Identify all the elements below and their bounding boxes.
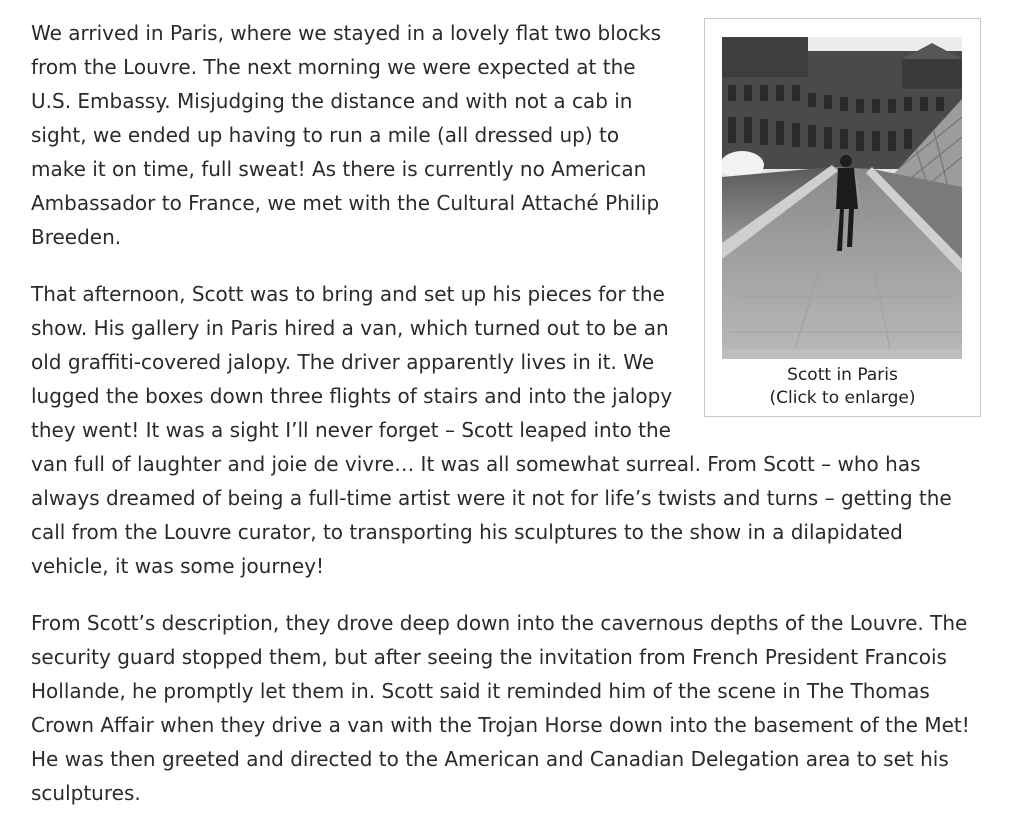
- louvre-photo-link[interactable]: [722, 37, 962, 359]
- paragraph-arrival: We arrived in Paris, where we stayed in a lovely flat two blocks from the Louvre. The next morning we were expected at the U.S. Embassy. Misjudging the distance and with not a cab in sight, we ended up having to run a mile (all dressed up) to make it on time, full sweat! As there is currently no American Ambassador to France, we met with the Cultural Attaché Philip Breeden.: [31, 21, 662, 249]
- paragraph-louvre-entry: From Scott’s description, they drove deep down into the cavernous depths of the Louvre. The security guard stopped them, but after seeing the invitation from French President Francois Hollande, he promptly let them in. Scott said it reminded him of the scene in The Thomas Crown Affair when they drive a van with the Trojan Horse down into the basement of the Met! He was then greeted and directed to the American and Canadian Delegation area to set his sculptures.: [31, 611, 970, 805]
- photo-figure: [704, 18, 981, 417]
- article-body: [31, 16, 981, 833]
- paragraph-setup: That afternoon, Scott was to bring and set up his pieces for the show. His gallery in Paris hired a van, which turned out to be an old graffiti-covered jalopy. The driver apparently lives in it. We lugged the boxes down three flights of stairs and into the jalopy they went! It was a sight I’ll never forget – Scott leaped into the van full of laughter and joie de vivre… It was all somewhat surreal. From Scott – who has always dreamed of being a full-time artist were it not for life’s twists and turns – getting the call from the Louvre curator, to transporting his sculptures to the show in a dilapidated vehicle, it was some journey!: [31, 282, 952, 578]
- louvre-photo: [722, 37, 962, 359]
- caption-title: Scott in Paris: [787, 365, 898, 385]
- photo-caption: [705, 364, 980, 410]
- caption-enlarge-hint: (Click to enlarge): [769, 388, 916, 408]
